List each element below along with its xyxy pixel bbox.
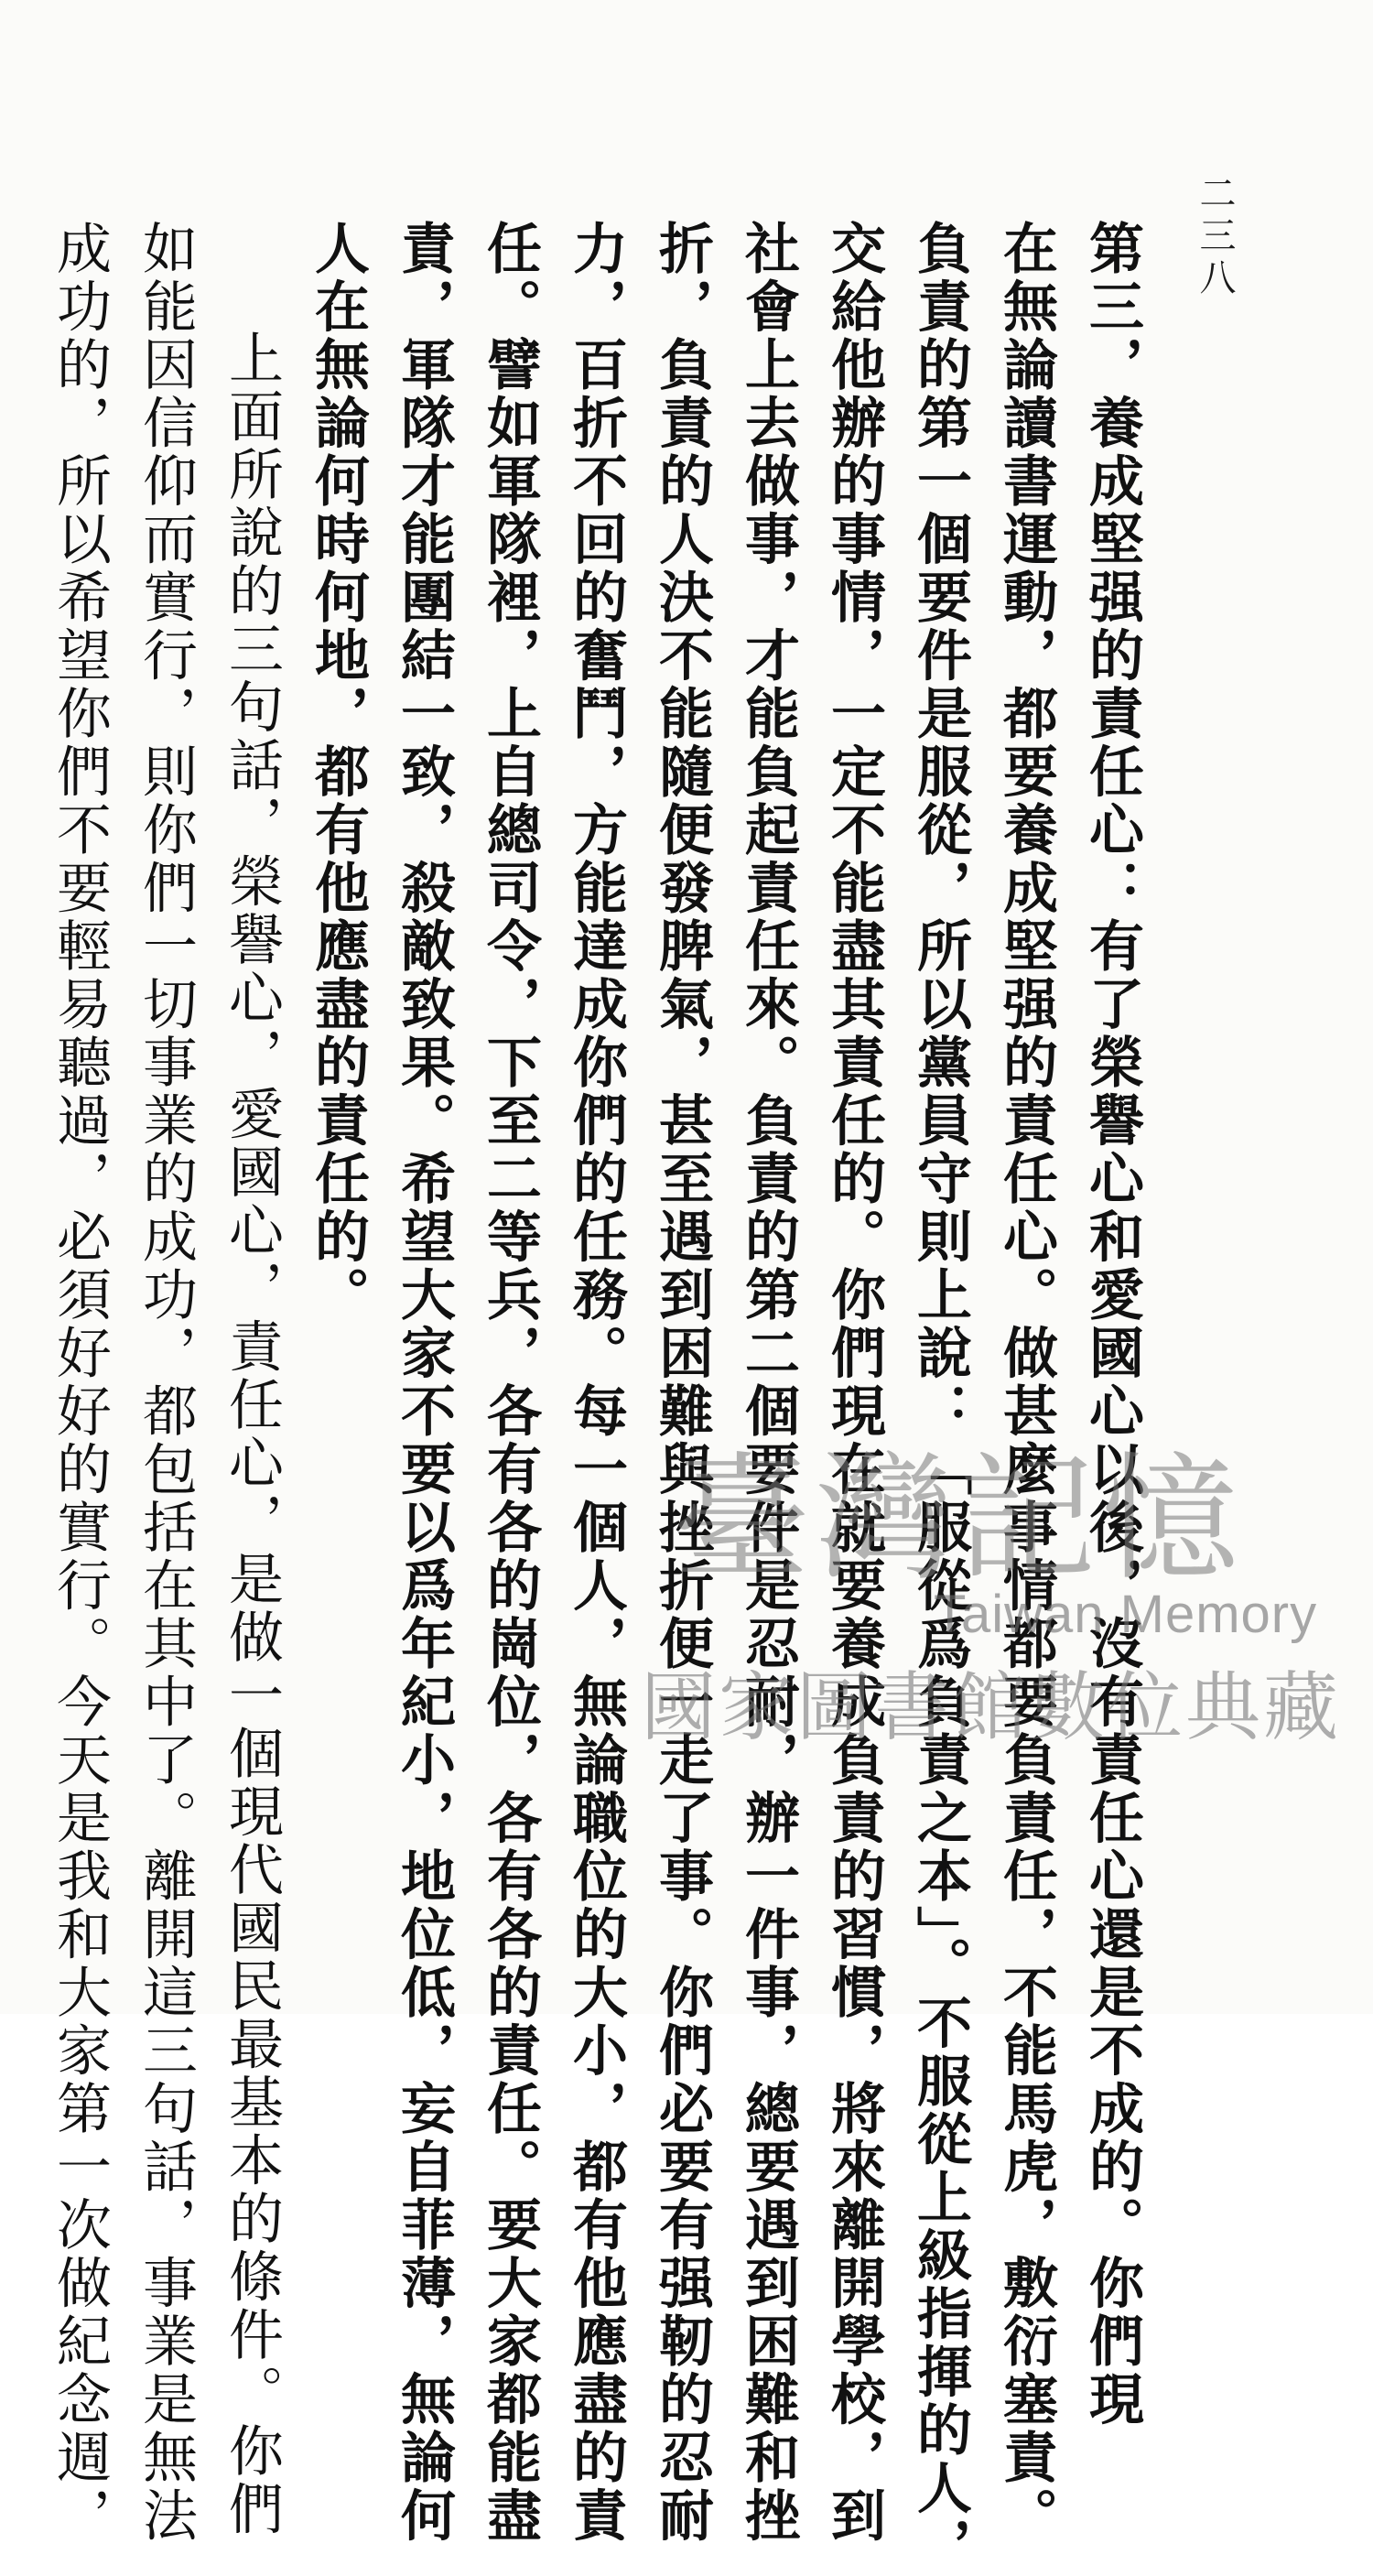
watermark-caption: 國家圖書館數位典藏: [641, 1664, 1342, 1751]
watermark-english: Taiwan Memory: [934, 1585, 1318, 1644]
text-column: 責，軍隊才能團結一致，殺敵致果。希望大家不要以爲年紀小，地位低，妄自菲薄，無論何: [392, 220, 456, 2545]
text-column: 成功的，所以希望你們不要輕易聽過，必須好好的實行。今天是我和大家第一次做紀念週，: [48, 220, 112, 2545]
text-column: 上面所說的三句話，榮譽心，愛國心，責任心，是做一個現代國民最基本的條件。你們: [220, 330, 284, 2538]
text-column: 人在無論何時何地，都有他應盡的責任的。: [306, 220, 370, 1325]
watermark-logo-text: 臺灣記憶: [673, 1440, 1245, 1599]
text-column: 負責的第一個要件是服從，所以黨員守則上說：「服從爲負責之本」。不服從上級指揮的人，: [908, 220, 972, 2576]
text-column: 社會上去做事，才能負起責任來。負責的第二個要件是忍耐，辦一件事，總要遇到困難和挫: [736, 220, 800, 2545]
text-column: 力，百折不回的奮鬥，方能達成你們的任務。每一個人，無論職位的大小，都有他應盡的責: [564, 220, 628, 2545]
text-column: 交給他辦的事情，一定不能盡其責任的。你們現在就要養成負責的習慣，將來離開學校，到: [822, 220, 886, 2545]
text-column: 任。譬如軍隊裡，上自總司令，下至二等兵，各有各的崗位，各有各的責任。要大家都能盡: [478, 220, 542, 2545]
text-column: 如能因信仰而實行，則你們一切事業的成功，都包括在其中了。離開這三句話，事業是無法: [134, 220, 198, 2545]
text-column: 折，負責的人決不能隨便發脾氣，甚至遇到困難與挫折便一走了事。你們必要有强靭的忍耐: [650, 220, 714, 2545]
page-number: 二三八: [1194, 174, 1236, 300]
text-column: 第三，養成堅强的責任心：有了榮譽心和愛國心以後，沒有責任心還是不成的。你們現: [1080, 220, 1144, 2429]
vertical-text-block: [37, 220, 1155, 2576]
text-column: 在無論讀書運動，都要養成堅强的責任心。做甚麼事情都要負責任，不能馬虎，敷衍塞責。: [994, 220, 1058, 2545]
